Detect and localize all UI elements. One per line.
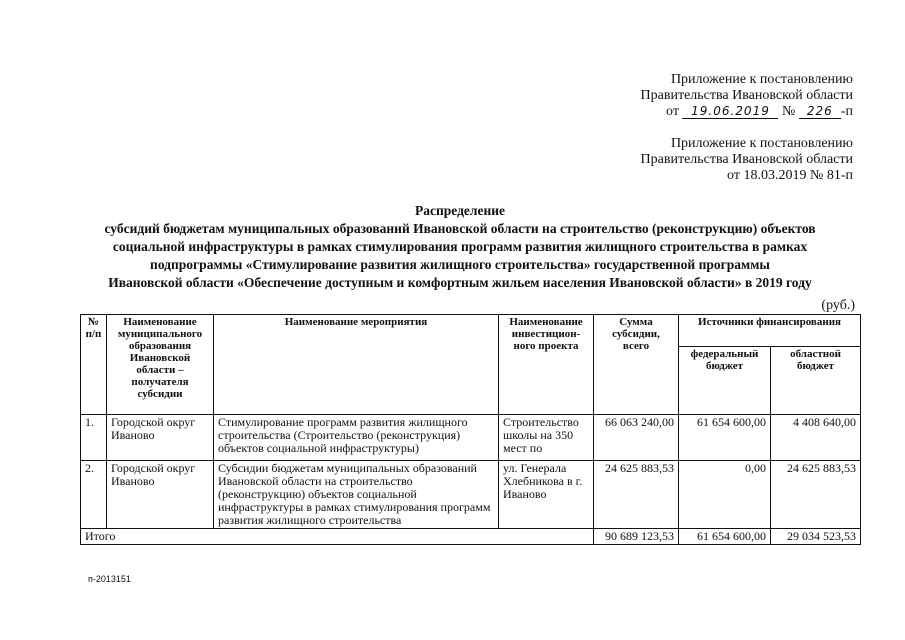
row-federal: 61 654 600,00 <box>679 415 771 461</box>
appendix-previous-line1: Приложение к постановлению <box>670 136 853 151</box>
header-event: Наименование мероприятия <box>214 315 499 415</box>
appendix-current-line1: Приложение к постановлению <box>670 72 853 87</box>
appendix-previous-line3: от 18.03.2019 № 81-п <box>727 168 853 183</box>
handwritten-date: 19.06.2019 <box>682 104 778 119</box>
header-federal: федеральный бюджет <box>679 347 771 415</box>
total-regional: 29 034 523,53 <box>771 529 861 545</box>
number-suffix: -п <box>840 104 853 119</box>
row-regional: 24 625 883,53 <box>771 461 861 529</box>
appendix-previous-line2: Правительства Ивановской области <box>640 152 853 167</box>
row-municipality: Городской округ Иваново <box>107 461 214 529</box>
total-sum: 90 689 123,53 <box>594 529 679 545</box>
title-line2: субсидий бюджетам муниципальных образований Ивановской области на строительство (реконструкцию) объектов <box>104 221 816 236</box>
subsidy-table <box>80 314 861 545</box>
header-row <box>81 315 861 347</box>
row-num: 1. <box>81 415 107 461</box>
from-label: от <box>666 104 679 119</box>
header-regional: областной бюджет <box>771 347 861 415</box>
row-event: Стимулирование программ развития жилищного строительства (Строительство (реконструкция) объектов социальной инфраструктуры) <box>214 415 499 461</box>
number-label: № <box>781 104 796 119</box>
row-municipality: Городской округ Иваново <box>107 415 214 461</box>
table-row <box>81 415 861 461</box>
row-regional: 4 408 640,00 <box>771 415 861 461</box>
header-total: Сумма субсидии, всего <box>594 315 679 415</box>
total-label: Итого <box>81 529 594 545</box>
row-num: 2. <box>81 461 107 529</box>
row-event: Субсидии бюджетам муниципальных образований Ивановской области на строительство (реконструкцию) объектов социальной инфраструктуры в рамках стимулирования программ развития жилищного строительства <box>214 461 499 529</box>
header-project: Наименование инвестицион-ного проекта <box>499 315 594 415</box>
handwritten-number: 226 <box>799 104 841 119</box>
row-federal: 0,00 <box>679 461 771 529</box>
document-stamp: п-2013151 <box>88 574 131 584</box>
total-federal: 61 654 600,00 <box>679 529 771 545</box>
row-total: 66 063 240,00 <box>594 415 679 461</box>
header-sources: Источники финансирования <box>679 315 861 347</box>
title-line5: Ивановской области «Обеспечение доступным и комфортным жильем населения Ивановской области» в 2019 году <box>108 275 812 290</box>
title-line3: социальной инфраструктуры в рамках стимулирования программ развития жилищного строительства в рамках <box>112 239 808 254</box>
document-title: Распределение <box>414 203 506 218</box>
header-num: № п/п <box>81 315 107 415</box>
title-line4: подпрограммы «Стимулирование развития жилищного строительства» государственной программы <box>150 257 770 272</box>
header-municipality: Наименование муниципального образования Ивановской области – получателя субсидии <box>107 315 214 415</box>
appendix-current-date-line <box>666 104 853 120</box>
table-row <box>81 461 861 529</box>
currency-unit: (руб.) <box>821 298 855 313</box>
row-total: 24 625 883,53 <box>594 461 679 529</box>
total-row <box>81 529 861 545</box>
row-project: Строительство школы на 350 мест по <box>499 415 594 461</box>
appendix-current-line2: Правительства Ивановской области <box>640 88 853 103</box>
row-project: ул. Генерала Хлебникова в г. Иваново <box>499 461 594 529</box>
